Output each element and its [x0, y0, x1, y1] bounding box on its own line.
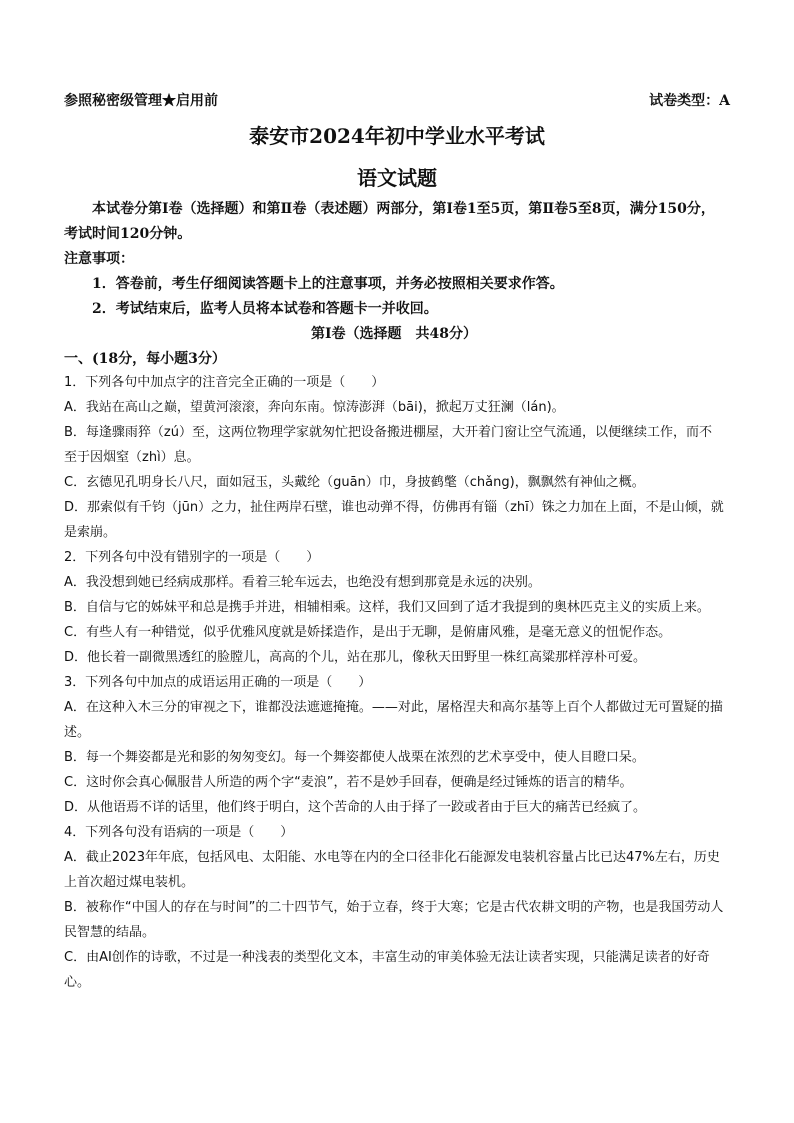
part-heading: 一、(18分，每小题3分）: [64, 351, 226, 367]
section-title: 第Ⅰ卷（选择题 共48分）: [310, 326, 478, 342]
paper-type-label: 试卷类型：A: [649, 93, 730, 109]
question-option: B．每一个舞姿都是光和影的匆匆变幻。每一个舞姿都使人战栗在浓烈的艺术享受中，使人目瞪口呆。: [64, 750, 645, 765]
question-option: A．在这种入木三分的审视之下，谁都没法遮遮掩掩。——对此，屠格涅夫和高尔基等上百个人都做过无可置疑的描述。: [64, 700, 723, 740]
question-option: D．那索似有千钧（jūn）之力，扯住两岸石壁，谁也动弹不得，仿佛再有锱（zhī）铢之力加在上面，不是山倾，就是索崩。: [64, 500, 724, 540]
question-stem: 4．下列各句没有语病的一项是（ ）: [64, 825, 294, 840]
notice-item: 1．答卷前，考生仔细阅读答题卡上的注意事项，并务必按照相关要求作答。: [92, 276, 564, 292]
question-option: C．玄德见孔明身长八尺，面如冠玉，头戴纶（guān）巾，身披鹤氅（chǎng)，飘飘然有神仙之概。: [64, 475, 645, 490]
exam-subtitle: 语文试题: [357, 166, 437, 190]
question-stem: 1．下列各句中加点字的注音完全正确的一项是（ ）: [64, 375, 385, 390]
question-option: A．截止2023年年底，包括风电、太阳能、水电等在内的全口径非化石能源发电装机容量占比已达47%左右，历史上首次超过煤电装机。: [64, 850, 720, 890]
question-option: B．被称作“中国人的存在与时间”的二十四节气，始于立春，终于大寒；它是古代农耕文明的产物，也是我国劳动人民智慧的结晶。: [64, 900, 724, 940]
question-option: D．从他语焉不详的话里，他们终于明白，这个苦命的人由于择了一跤或者由于巨大的痛苦已经疯了。: [64, 800, 647, 815]
exam-title: 泰安市2024年初中学业水平考试: [249, 124, 545, 148]
intro-text: 本试卷分第Ⅰ卷（选择题）和第Ⅱ卷（表述题）两部分，第Ⅰ卷1至5页，第Ⅱ卷5至8页，满分150分，考试时间120分钟。: [64, 201, 715, 242]
notice-item: 2．考试结束后，监考人员将本试卷和答题卡一并收回。: [92, 301, 438, 317]
question-stem: 3．下列各句中加点的成语运用正确的一项是（ ）: [64, 675, 372, 690]
question-option: A．我没想到她已经病成那样。看着三轮车远去，也绝没有想到那竟是永远的决别。: [64, 575, 541, 590]
question-option: D．他长着一副微黑透红的脸膛儿，高高的个儿，站在那儿，像秋天田野里一株红高粱那样淳朴可爱。: [64, 650, 647, 665]
confidentiality-label: 参照秘密级管理★启用前: [64, 93, 218, 109]
question-option: C．这时你会真心佩服昔人所造的两个字“麦浪”，若不是妙手回春，便确是经过锤炼的语言的精华。: [64, 775, 633, 790]
question-option: C．有些人有一种错觉，似乎优雅风度就是娇揉造作，是出于无聊，是俯庸风雅，是毫无意义的忸怩作态。: [64, 625, 672, 640]
question-option: C．由AI创作的诗歌，不过是一种浅表的类型化文本，丰富生动的审美体验无法让读者实现，只能满足读者的好奇心。: [64, 950, 710, 990]
question-option: A．我站在高山之巅，望黄河滚滚，奔向东南。惊涛澎湃（bāi)，掀起万丈狂澜（lán)。: [64, 400, 565, 415]
notice-label: 注意事项：: [64, 251, 134, 267]
page-header: [64, 90, 730, 110]
question-list: [64, 370, 724, 995]
instructions: [64, 197, 724, 372]
question-option: B．每逢骤雨猝（zú）至，这两位物理学家就匆忙把设备搬进棚屋，大开着门窗让空气流通，以便继续工作，而不至于因烟窒（zhì）息。: [64, 425, 712, 465]
question-stem: 2．下列各句中没有错别字的一项是（ ）: [64, 550, 320, 565]
question-option: B．自信与它的姊妹平和总是携手并进，相辅相乘。这样，我们又回到了适才我提到的奥林匹克主义的实质上来。: [64, 600, 710, 615]
